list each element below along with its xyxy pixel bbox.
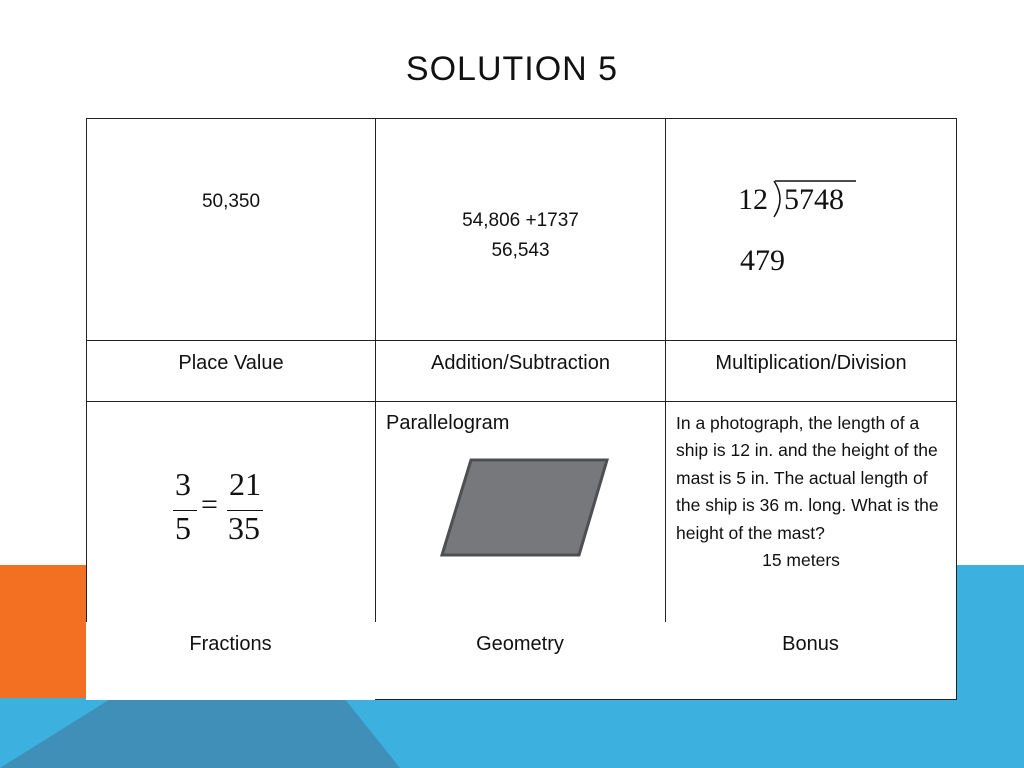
fraction-numerator-2: 21 bbox=[229, 466, 261, 502]
geometry-answer-cell bbox=[375, 401, 666, 623]
fractions-answer-cell bbox=[86, 401, 376, 623]
addition-line-1: 54,806 +1737 bbox=[462, 210, 579, 231]
category-bonus: Bonus bbox=[665, 622, 957, 700]
category-fractions: Fractions bbox=[86, 622, 376, 700]
multiplication-division-answer-cell bbox=[665, 118, 957, 341]
bonus-answer: 15 meters bbox=[762, 550, 840, 571]
jeopardy-board bbox=[86, 118, 957, 700]
division-dividend: 5748 bbox=[784, 183, 844, 216]
place-value-answer: 50,350 bbox=[201, 191, 261, 212]
category-geometry: Geometry bbox=[375, 622, 666, 700]
parallelogram-shape bbox=[376, 402, 667, 624]
long-division bbox=[738, 181, 868, 221]
parallelogram-label: Parallelogram bbox=[386, 412, 510, 434]
category-multiplication-division: Multiplication/Division bbox=[665, 340, 957, 402]
addition-subtraction-answer bbox=[376, 206, 665, 266]
category-place-value: Place Value bbox=[86, 340, 376, 402]
fraction-equation bbox=[173, 466, 283, 564]
fraction-denominator-1: 5 bbox=[175, 510, 191, 546]
addition-line-2: 56,543 bbox=[491, 240, 550, 261]
place-value-answer-cell bbox=[86, 118, 376, 341]
fraction-denominator-2: 35 bbox=[228, 510, 260, 546]
addition-subtraction-answer-cell bbox=[375, 118, 666, 341]
fraction-numerator-1: 3 bbox=[175, 466, 191, 502]
slide-title: SOLUTION 5 bbox=[405, 50, 619, 88]
bonus-answer-cell bbox=[665, 401, 957, 623]
equals-sign: = bbox=[201, 488, 218, 521]
bonus-question bbox=[676, 410, 951, 574]
division-divisor: 12 bbox=[738, 183, 768, 216]
bonus-question-text: In a photograph, the length of a ship is 12 in. and the height of the mast is 5 in. The actual length of the ship is 36 m. long. What is the height of the mast? bbox=[676, 413, 939, 543]
division-quotient: 479 bbox=[740, 244, 785, 277]
category-addition-subtraction: Addition/Subtraction bbox=[375, 340, 666, 402]
